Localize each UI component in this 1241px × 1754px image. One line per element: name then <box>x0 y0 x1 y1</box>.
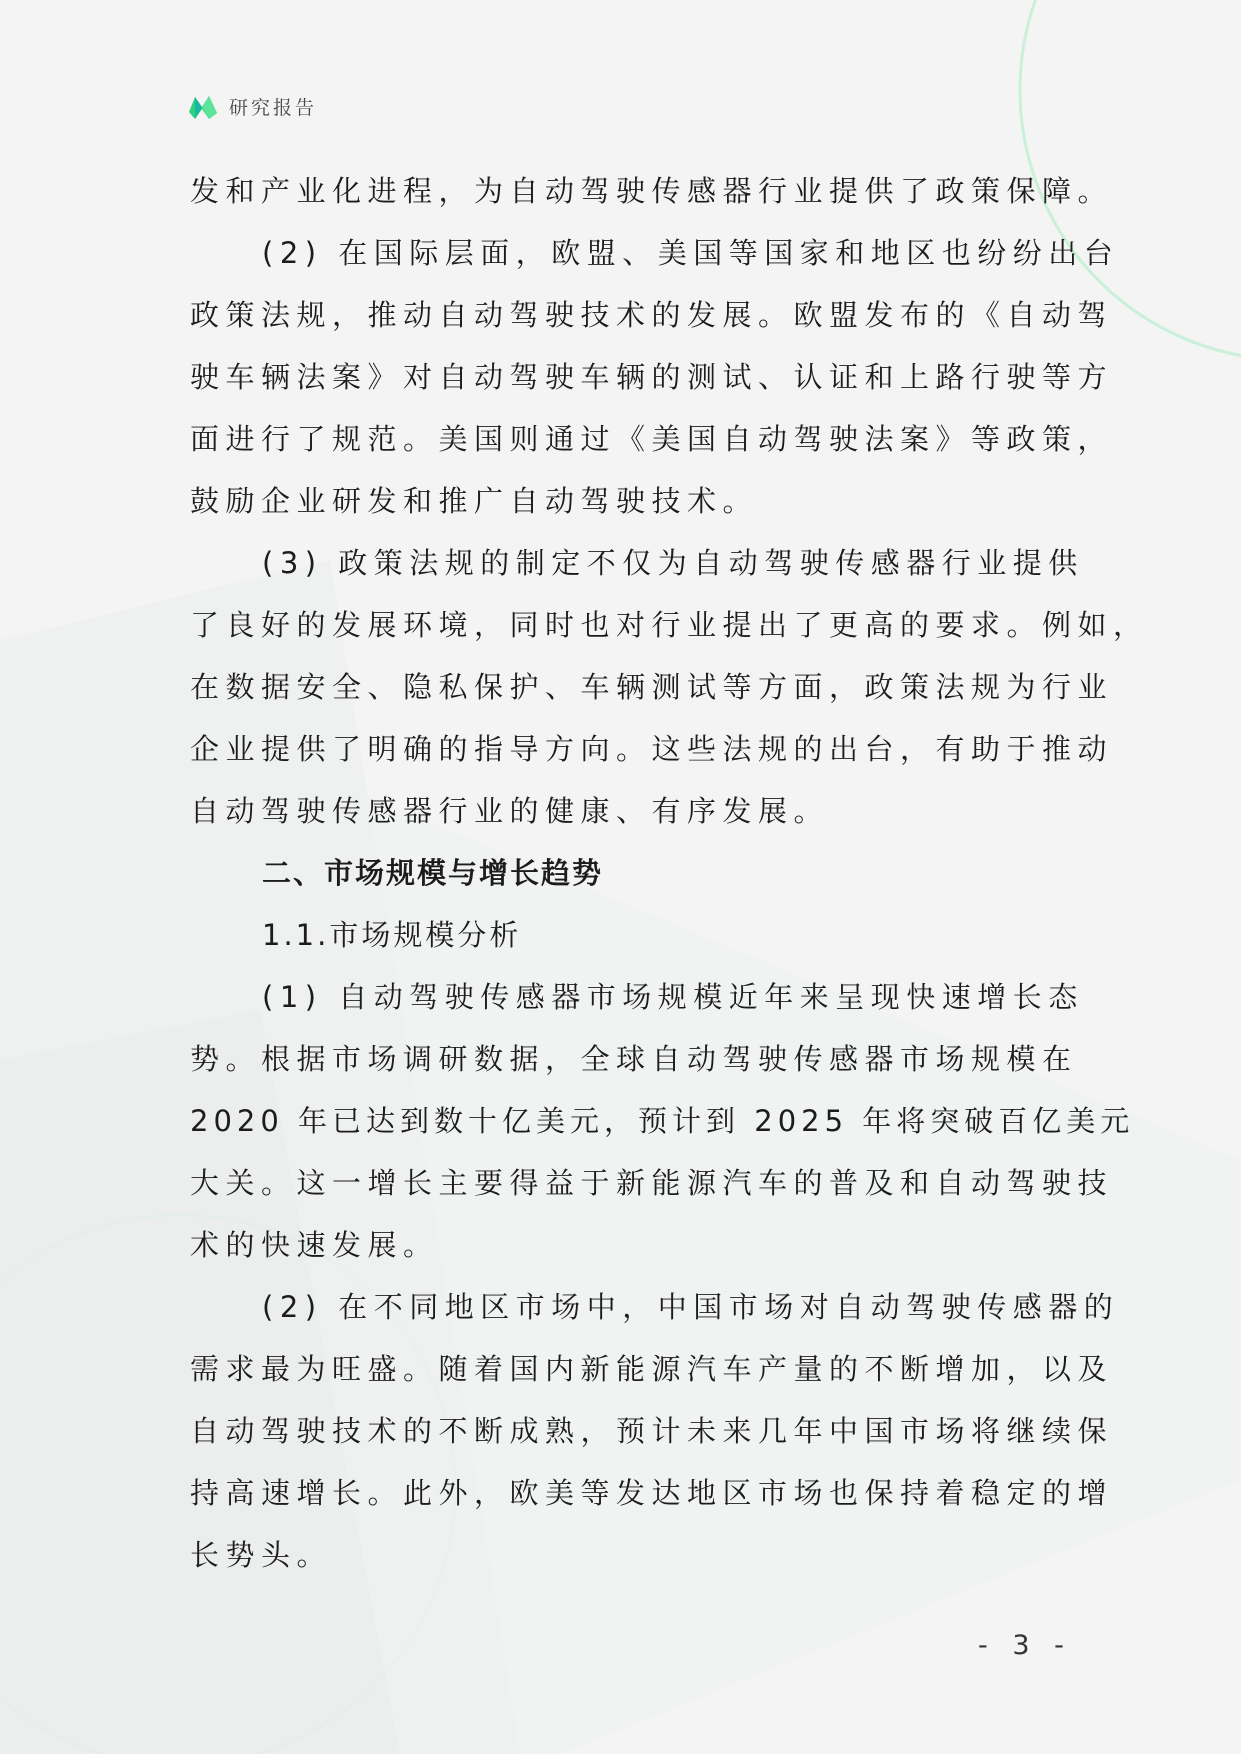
paragraph-line: 术的快速发展。 <box>190 1228 439 1262</box>
paragraph-line: 政策法规，推动自动驾驶技术的发展。欧盟发布的《自动驾 <box>190 298 1114 332</box>
paragraph-line: 了良好的发展环境，同时也对行业提出了更高的要求。例如， <box>190 608 1149 642</box>
paragraph-line: 自动驾驶技术的不断成熟，预计未来几年中国市场将继续保 <box>190 1414 1114 1448</box>
paragraph-line: 持高速增长。此外，欧美等发达地区市场也保持着稳定的增 <box>190 1476 1114 1510</box>
paragraph-line: (2) 在不同地区市场中，中国市场对自动驾驶传感器的 <box>262 1290 1120 1324</box>
paragraph-line: (2) 在国际层面，欧盟、美国等国家和地区也纷纷出台 <box>262 236 1120 270</box>
paragraph-line: 2020 年已达到数十亿美元，预计到 2025 年将突破百亿美元 <box>190 1104 1135 1138</box>
paragraph-line: 驶车辆法案》对自动驾驶车辆的测试、认证和上路行驶等方 <box>190 360 1114 394</box>
paragraph-line: 面进行了规范。美国则通过《美国自动驾驶法案》等政策， <box>190 422 1114 456</box>
paragraph-line: 发和产业化进程，为自动驾驶传感器行业提供了政策保障。 <box>190 174 1114 208</box>
paragraph-line: (1) 自动驾驶传感器市场规模近年来呈现快速增长态 <box>262 980 1084 1014</box>
paragraph-line: 自动驾驶传感器行业的健康、有序发展。 <box>190 794 830 828</box>
paragraph-line: (3) 政策法规的制定不仅为自动驾驶传感器行业提供 <box>262 546 1084 580</box>
section-heading: 二、市场规模与增长趋势 <box>262 856 604 890</box>
paragraph-line: 需求最为旺盛。随着国内新能源汽车产量的不断增加，以及 <box>190 1352 1114 1386</box>
paragraph-line: 大关。这一增长主要得益于新能源汽车的普及和自动驾驶技 <box>190 1166 1114 1200</box>
paragraph-line: 长势头。 <box>190 1538 333 1572</box>
paragraph-line: 鼓励企业研发和推广自动驾驶技术。 <box>190 484 759 518</box>
paragraph-line: 企业提供了明确的指导方向。这些法规的出台，有助于推动 <box>190 732 1114 766</box>
subsection-heading: 1.1.市场规模分析 <box>262 918 522 952</box>
document-body <box>190 160 1149 1586</box>
logo-icon <box>186 89 220 123</box>
paragraph-line: 势。根据市场调研数据，全球自动驾驶传感器市场规模在 <box>190 1042 1078 1076</box>
paragraph-line: 在数据安全、隐私保护、车辆测试等方面，政策法规为行业 <box>190 670 1114 704</box>
header-title: 研究报告 <box>229 96 318 119</box>
page-number: - 3 - <box>978 1630 1072 1661</box>
report-header <box>186 88 317 124</box>
